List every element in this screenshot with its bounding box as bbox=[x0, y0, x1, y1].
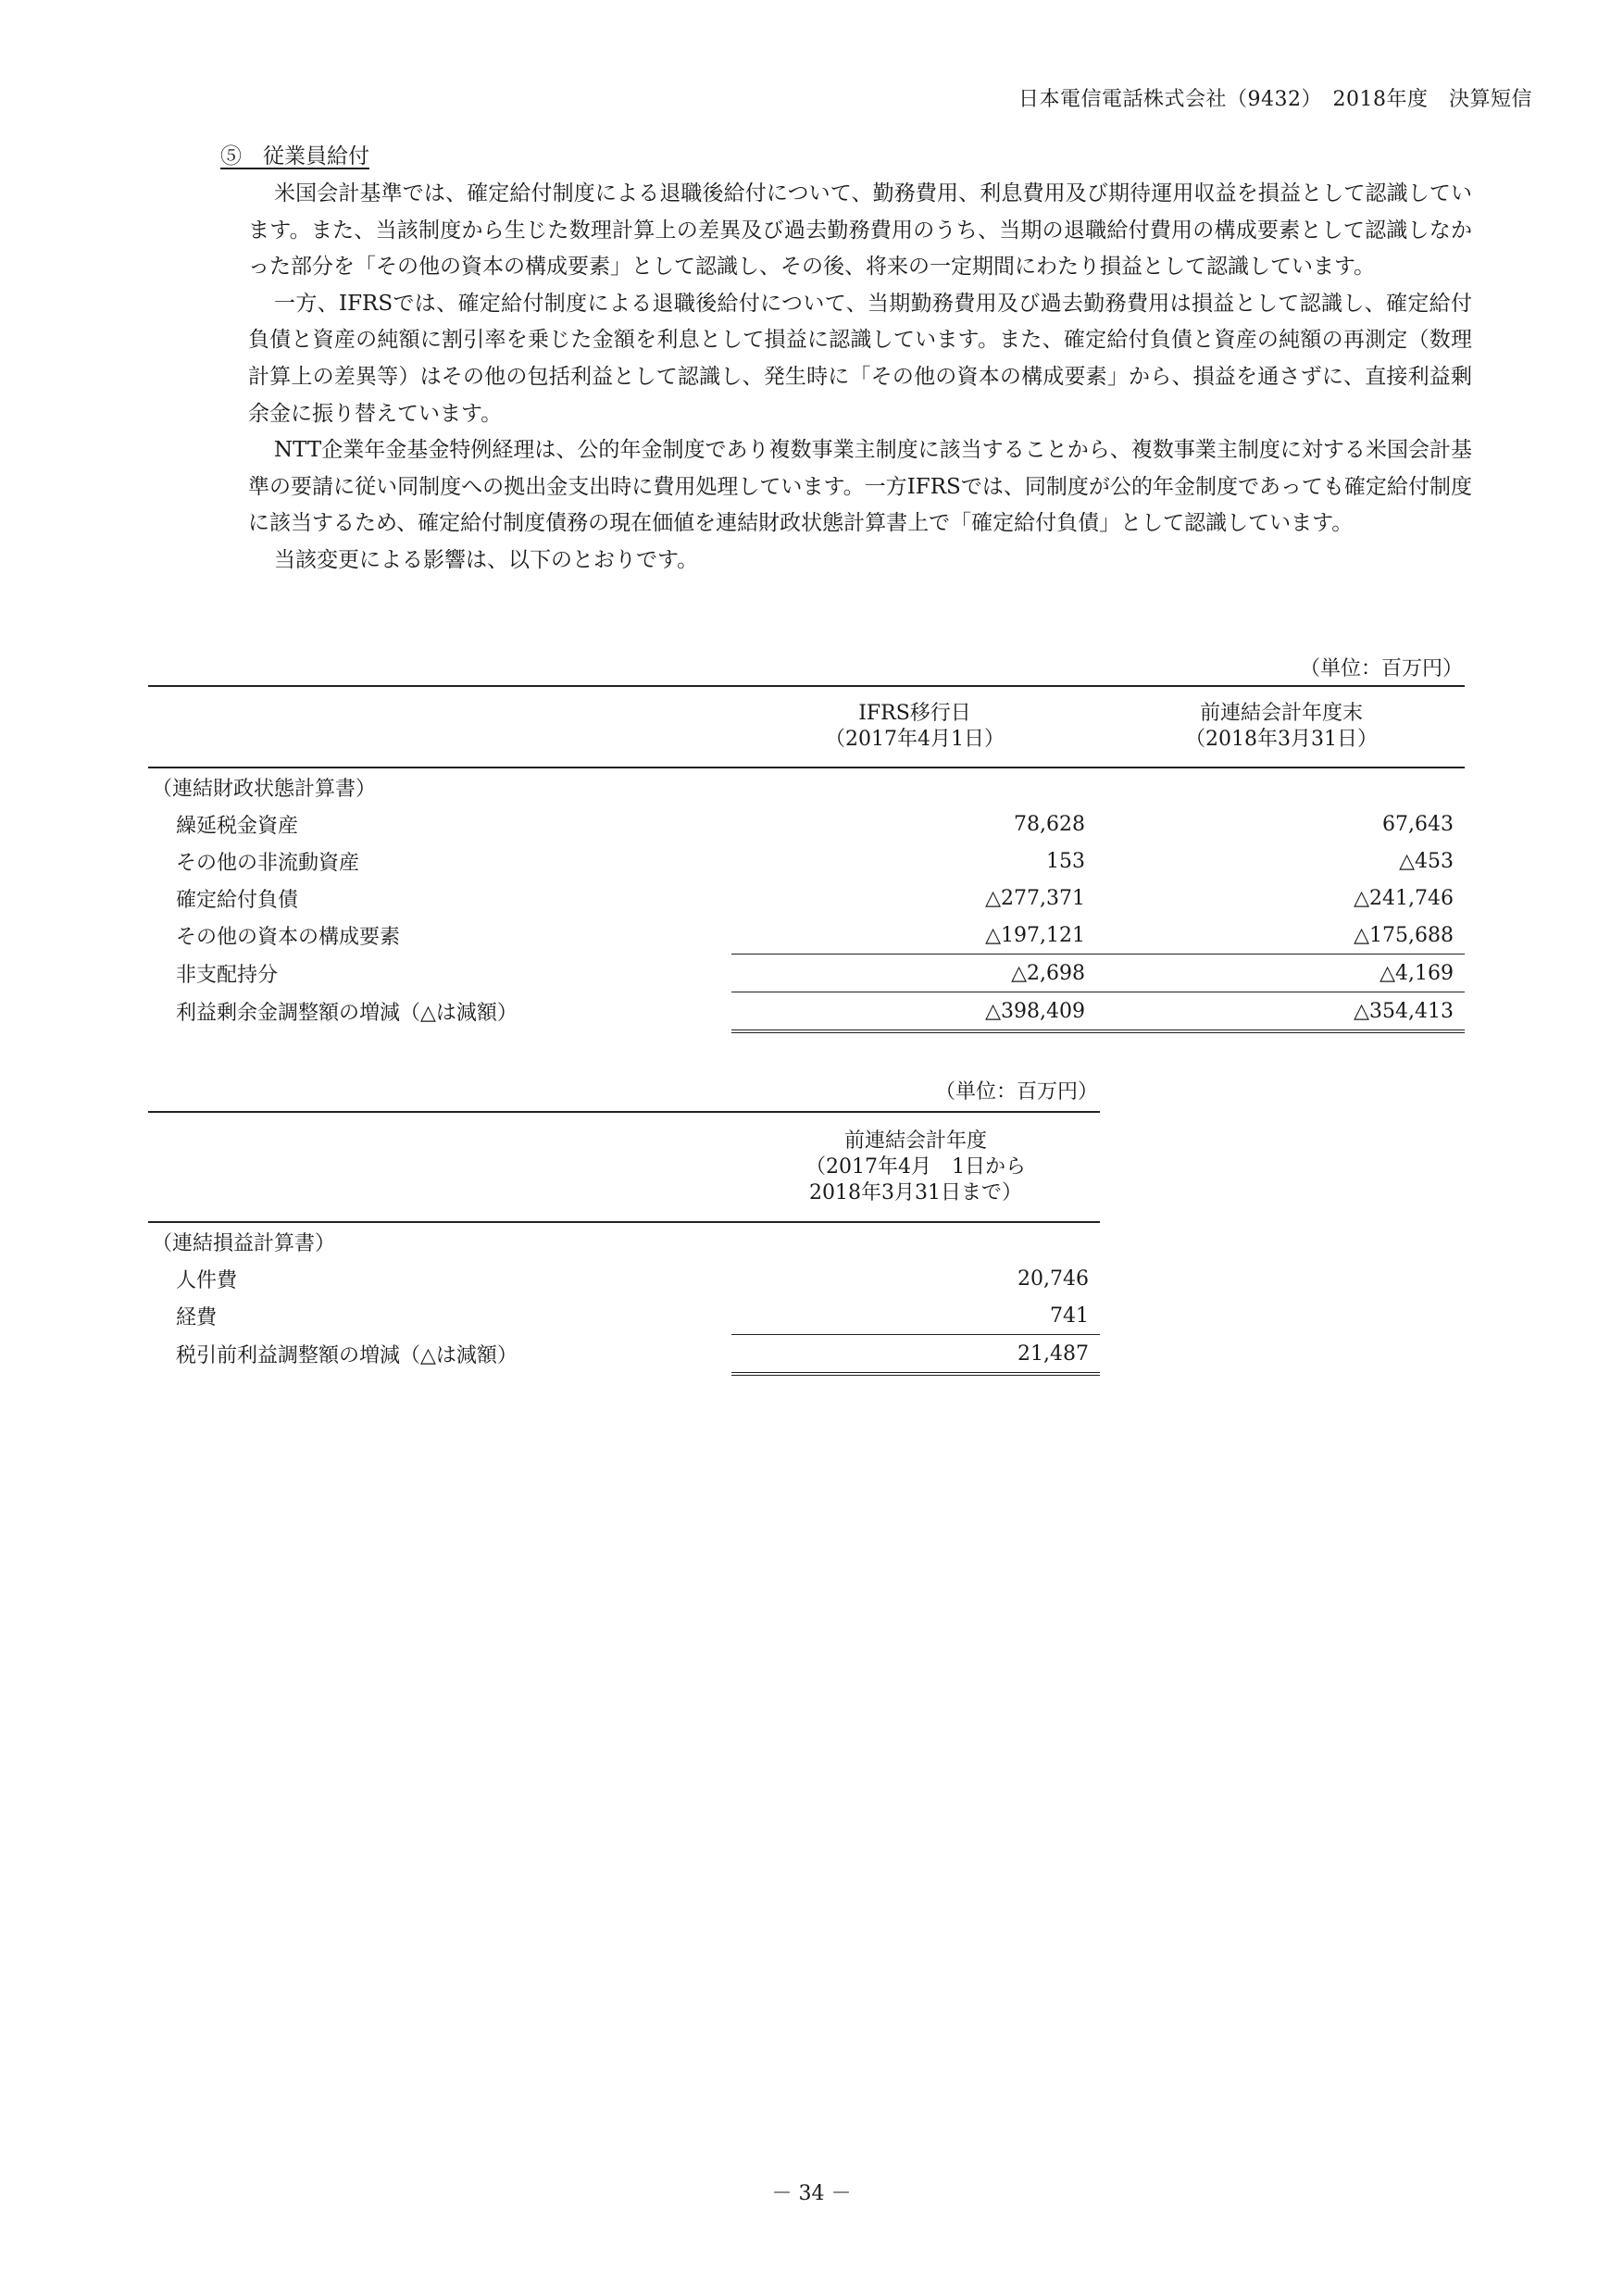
table2-header-row bbox=[148, 1112, 1100, 1222]
table-row bbox=[148, 805, 1465, 842]
table-row bbox=[148, 1260, 1100, 1297]
row-value: 20,746 bbox=[1017, 1267, 1089, 1291]
row-value: △4,169 bbox=[1098, 955, 1465, 992]
table1-header-row bbox=[148, 686, 1465, 767]
table-row bbox=[148, 880, 1465, 917]
paragraph-impact: 当該変更による影響は、以下のとおりです。 bbox=[274, 547, 699, 572]
paragraph-us-gaap: 米国会計基準では、確定給付制度による退職後給付について、勤務費用、利息費用及び期待運用収益を損益として認識しています。また、当該制度から生じた数理計算上の差異及び過去勤務費用のうち、当期の退職給付費用の構成要素として認識しなかった部分を「その他の資本の構成要素」として認識し、その後、将来の一定期間にわたり損益として認識しています。 bbox=[248, 181, 1472, 280]
row-value: △241,746 bbox=[1354, 886, 1454, 910]
table1-header-blank bbox=[148, 686, 731, 767]
table-row bbox=[148, 1297, 1100, 1335]
row-value: 153 bbox=[1046, 849, 1085, 873]
row-value: 741 bbox=[1050, 1304, 1089, 1328]
row-label: 人件費 bbox=[176, 1268, 238, 1292]
table1-unit: （単位：百万円） bbox=[1299, 657, 1463, 680]
total-label: 利益剰余金調整額の増減（△は減額） bbox=[176, 1002, 518, 1026]
row-value: △2,698 bbox=[731, 955, 1098, 992]
table2-header-blank bbox=[148, 1112, 731, 1222]
table-total-row bbox=[148, 1335, 1100, 1375]
table2-group-label: （連結損益計算書） bbox=[152, 1231, 336, 1255]
row-value: 78,628 bbox=[1014, 812, 1085, 836]
table-total-row bbox=[148, 992, 1465, 1032]
income-statement-table bbox=[148, 1111, 1100, 1376]
table2-col-prior-year: 前連結会計年度 （2017年4月 1日から 2018年3月31日まで） bbox=[731, 1112, 1100, 1222]
table-row bbox=[148, 842, 1465, 880]
total-value: △354,413 bbox=[1098, 992, 1465, 1032]
page-number: － 34 － bbox=[771, 2182, 852, 2205]
section-title: ⑤ 従業員給付 bbox=[220, 144, 369, 168]
row-label: 確定給付負債 bbox=[176, 888, 299, 912]
row-label: 非支配持分 bbox=[176, 963, 279, 987]
paragraph-ntt-pension: NTT企業年金基金特例経理は、公的年金制度であり複数事業主制度に該当することから、複数事業主制度に対する米国会計基準の要請に従い同制度への拠出金支出時に費用処理しています。一方IFRSでは、同制度が公的年金制度であっても確定給付制度に該当するため、確定給付制度債務の現在価値を連結財政状態計算書上で「確定給付負債」として認識しています。 bbox=[248, 438, 1472, 536]
row-label: 繰延税金資産 bbox=[176, 814, 299, 838]
row-label: その他の非流動資産 bbox=[176, 851, 360, 875]
table1-col-transition-date: IFRS移行日 （2017年4月1日） bbox=[731, 686, 1098, 767]
row-value: △197,121 bbox=[985, 923, 1085, 947]
row-label: その他の資本の構成要素 bbox=[176, 925, 401, 949]
table2-group-row bbox=[148, 1222, 1100, 1260]
total-value: 21,487 bbox=[731, 1335, 1100, 1375]
table1-group-row bbox=[148, 767, 1465, 805]
total-value: △398,409 bbox=[731, 992, 1098, 1032]
table1-col-prior-year-end: 前連結会計年度末 （2018年3月31日） bbox=[1098, 686, 1465, 767]
financial-position-table bbox=[148, 685, 1465, 1033]
document-header: 日本電信電話株式会社（9432） 2018年度 決算短信 bbox=[1018, 88, 1532, 111]
paragraph-ifrs: 一方、IFRSでは、確定給付制度による退職後給付について、当期勤務費用及び過去勤務費用は損益として認識し、確定給付負債と資産の純額に割引率を乗じた金額を利息として損益に認識しています。また、確定給付負債と資産の純額の再測定（数理計算上の差異等）はその他の包括利益として認識し、発生時に「その他の資本の構成要素」から、損益を通さずに、直接利益剰余金に振り替えています。 bbox=[248, 291, 1472, 426]
table2-unit: （単位：百万円） bbox=[934, 1080, 1098, 1104]
row-value: △453 bbox=[1399, 849, 1454, 873]
row-value: △277,371 bbox=[985, 886, 1085, 910]
row-value: 67,643 bbox=[1382, 812, 1454, 836]
row-label: 経費 bbox=[176, 1305, 218, 1329]
body-text bbox=[248, 176, 1472, 580]
table-row bbox=[148, 955, 1465, 992]
row-value: △175,688 bbox=[1354, 923, 1454, 947]
table1-group-label: （連結財政状態計算書） bbox=[152, 777, 377, 801]
total-label: 税引前利益調整額の増減（△は減額） bbox=[176, 1344, 518, 1368]
table-row bbox=[148, 917, 1465, 955]
